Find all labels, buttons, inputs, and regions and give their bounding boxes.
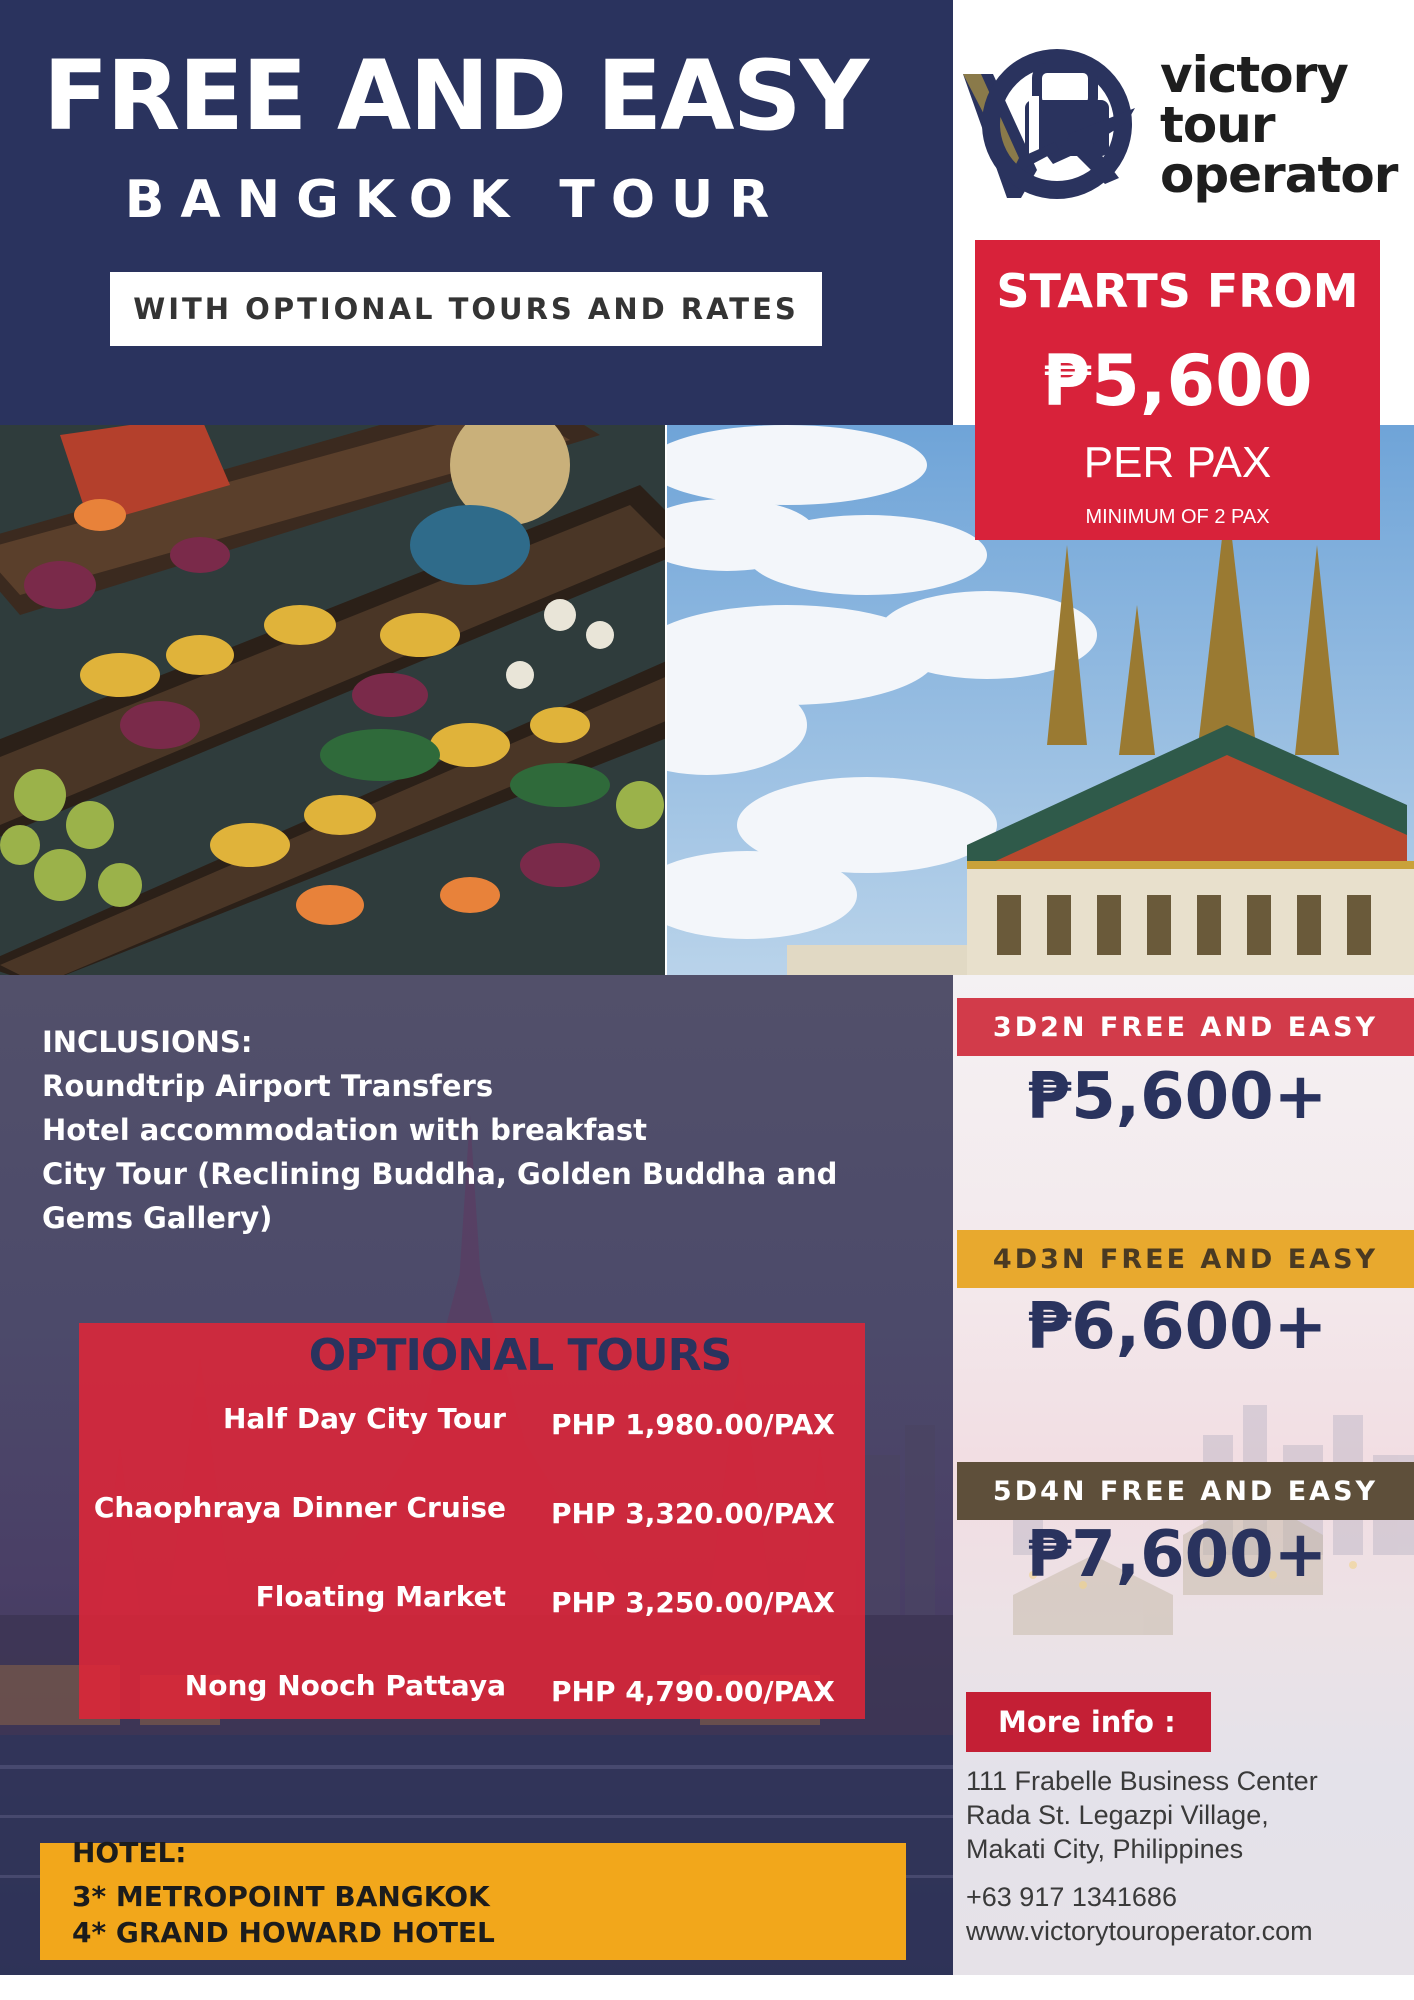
package-label-text: 3D2N FREE AND EASY xyxy=(992,1011,1379,1043)
more-info-label: More info : xyxy=(966,1692,1211,1752)
hotel-heading: HOTEL: xyxy=(72,1836,187,1869)
inclusion-item: Hotel accommodation with breakfast xyxy=(42,1113,648,1147)
package-label-3d2n xyxy=(957,998,1414,1056)
inclusions-heading: INCLUSIONS: xyxy=(42,1025,253,1059)
tour-price: PHP 4,790.00/PAX xyxy=(551,1675,835,1708)
floating-market-photo xyxy=(0,425,665,975)
starts-from-label: STARTS FROM xyxy=(996,264,1359,318)
starts-from-minimum: MINIMUM OF 2 PAX xyxy=(1085,506,1270,528)
website-link[interactable]: www.victorytouroperator.com xyxy=(966,1916,1313,1946)
tour-price: PHP 3,320.00/PAX xyxy=(551,1497,835,1530)
inclusion-item: City Tour (Reclining Buddha, Golden Buddha and Gems Gallery) xyxy=(42,1157,838,1235)
phone-number: +63 917 1341686 xyxy=(966,1882,1177,1912)
page-subtitle: BANGKOK TOUR xyxy=(124,170,786,230)
address-line: Makati City, Philippines xyxy=(966,1834,1244,1864)
inclusions-list xyxy=(42,1020,922,1240)
package-price-4d3n: ₱6,600+ xyxy=(1026,1290,1328,1364)
logo-text-line3: operator xyxy=(1160,146,1398,204)
tour-price: PHP 3,250.00/PAX xyxy=(551,1586,835,1619)
package-price-3d2n: ₱5,600+ xyxy=(1026,1060,1328,1134)
inclusion-item: Roundtrip Airport Transfers xyxy=(42,1069,494,1103)
logo-mark-icon xyxy=(959,38,1139,208)
address-line: 111 Frabelle Business Center xyxy=(966,1766,1318,1796)
logo-text xyxy=(1160,46,1398,204)
address-line: Rada St. Legazpi Village, xyxy=(966,1800,1269,1830)
package-price-5d4n: ₱7,600+ xyxy=(1026,1518,1328,1592)
tour-name: Half Day City Tour xyxy=(222,1402,506,1435)
tour-price: PHP 1,980.00/PAX xyxy=(551,1408,835,1441)
page-title: FREE AND EASY xyxy=(42,40,868,152)
optional-tours-heading: OPTIONAL TOURS xyxy=(308,1330,732,1381)
tagline: WITH OPTIONAL TOURS AND RATES xyxy=(133,292,799,326)
tour-name: Floating Market xyxy=(255,1580,506,1613)
hotel-item: 4* GRAND HOWARD HOTEL xyxy=(72,1916,495,1949)
hotel-item: 3* METROPOINT BANGKOK xyxy=(72,1880,490,1913)
package-label-text: 4D3N FREE AND EASY xyxy=(992,1243,1379,1275)
package-label-4d3n xyxy=(957,1230,1414,1288)
package-label-text: 5D4N FREE AND EASY xyxy=(992,1475,1379,1507)
logo-text-line2: tour xyxy=(1160,96,1275,154)
brand-logo xyxy=(955,30,1398,220)
starts-from-per-pax: PER PAX xyxy=(1083,438,1272,487)
tour-name: Chaophraya Dinner Cruise xyxy=(93,1491,506,1524)
package-label-5d4n xyxy=(957,1462,1414,1520)
starts-from-price: ₱5,600 xyxy=(1042,340,1313,422)
starts-from-card xyxy=(975,240,1380,540)
logo-text-line1: victory xyxy=(1160,46,1348,104)
tagline-box xyxy=(110,272,822,346)
tour-name: Nong Nooch Pattaya xyxy=(184,1669,506,1702)
